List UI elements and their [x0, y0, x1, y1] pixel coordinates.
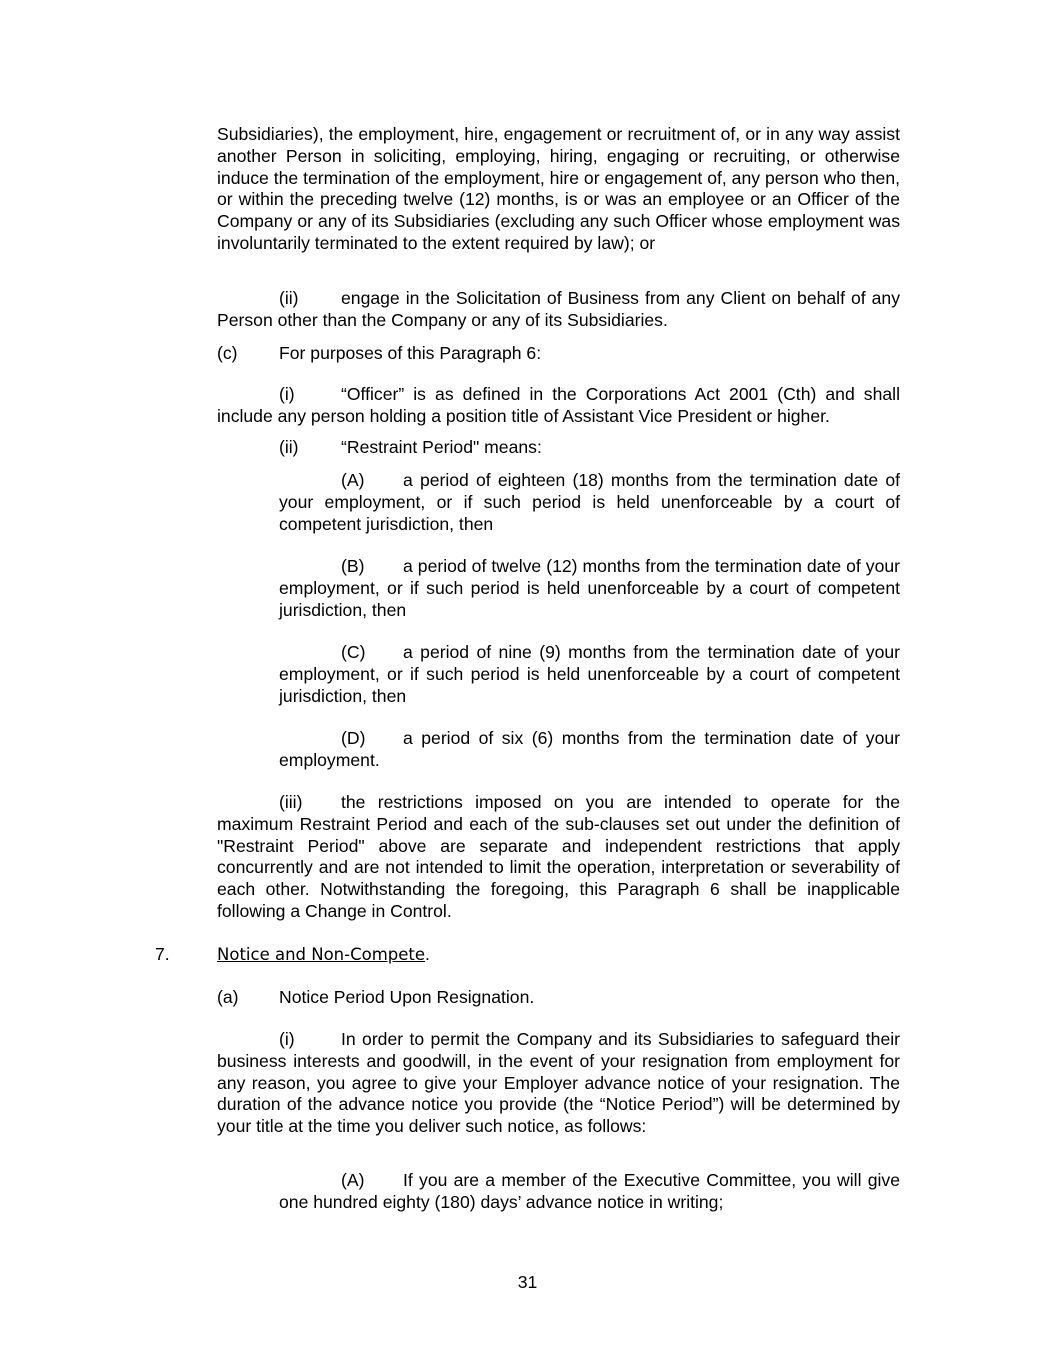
paragraph-continuation: Subsidiaries), the employment, hire, engagement or recruitment of, or in any way assist another Person in soliciting, employing, hiring, engaging or recruiting, or otherwise induce the termination of the employment, hire or engagement of, any person who then, or within the preceding twelve (12) months, is or was an employee or an Officer of the Company or any of its Subsidiaries (excluding any such Officer whose employment was involuntarily terminated to the extent required by law); or: [217, 124, 900, 253]
clause-7-a: [217, 987, 900, 1009]
clause-c-ii: [217, 437, 900, 459]
clause-b-ii: [217, 288, 900, 332]
clause-7-a-i: [217, 1029, 900, 1138]
clause-c-ii-B: [279, 556, 900, 621]
clause-text: Notice Period Upon Resignation.: [279, 987, 535, 1007]
clause-label: (a): [217, 987, 239, 1007]
clause-label: (C): [341, 642, 366, 662]
clause-label: (D): [341, 728, 366, 748]
section-heading: [217, 944, 430, 966]
clause-text: a period of twelve (12) months from the termination date of your employment, or if such period is held unenforceable by a court of competent jurisdiction, then: [279, 556, 900, 620]
clause-c-ii-A: [279, 470, 900, 535]
clause-7-a-i-A: [279, 1170, 900, 1214]
clause-text: a period of nine (9) months from the termination date of your employment, or if such period is held unenforceable by a court of competent jurisdiction, then: [279, 642, 900, 706]
clause-text: engage in the Solicitation of Business from any Client on behalf of any Person other than the Company or any of its Subsidiaries.: [217, 288, 900, 330]
clause-label: (c): [217, 343, 238, 363]
clause-text: “Restraint Period" means:: [341, 437, 542, 457]
clause-text: a period of eighteen (18) months from the termination date of your employment, or if such period is held unenforceable by a court of competent jurisdiction, then: [279, 470, 900, 534]
clause-label: (ii): [279, 288, 299, 308]
clause-label: (i): [279, 1029, 295, 1049]
clause-label: (ii): [279, 437, 299, 457]
clause-label: (A): [341, 1170, 365, 1190]
clause-text: “Officer” is as defined in the Corporations Act 2001 (Cth) and shall include any person holding a position title of Assistant Vice President or higher.: [217, 384, 900, 426]
clause-c-i: [217, 384, 900, 428]
clause-text: a period of six (6) months from the termination date of your employment.: [279, 728, 900, 770]
clause-c: [217, 343, 900, 365]
clause-label: (A): [341, 470, 365, 490]
clause-text: In order to permit the Company and its Subsidiaries to safeguard their business interests and goodwill, in the event of your resignation from employment for any reason, you agree to give your Employer advance notice of your resignation. The duration of the advance notice you provide (the “Notice Period”) will be determined by your title at the time you deliver such notice, as follows:: [217, 1029, 900, 1137]
section-title: Notice and Non-Compete: [217, 945, 426, 964]
page-number: 31: [517, 1272, 538, 1292]
section-number: 7.: [155, 944, 170, 964]
clause-c-ii-D: [279, 728, 900, 772]
clause-c-iii: [217, 792, 900, 923]
clause-label: (B): [341, 556, 365, 576]
clause-text: the restrictions imposed on you are intended to operate for the maximum Restraint Period and each of the sub-clauses set out under the definition of "Restraint Period" above are separate and independent restrictions that apply concurrently and are not intended to limit the operation, interpretation or severability of each other. Notwithstanding the foregoing, this Paragraph 6 shall be inapplicable following a Change in Control.: [217, 792, 900, 921]
section-title-suffix: .: [425, 944, 430, 964]
clause-c-ii-C: [279, 642, 900, 707]
clause-text: If you are a member of the Executive Committee, you will give one hundred eighty (180) days’ advance notice in writing;: [279, 1170, 900, 1212]
clause-label: (iii): [279, 792, 303, 812]
clause-label: (i): [279, 384, 295, 404]
clause-text: For purposes of this Paragraph 6:: [279, 343, 542, 363]
